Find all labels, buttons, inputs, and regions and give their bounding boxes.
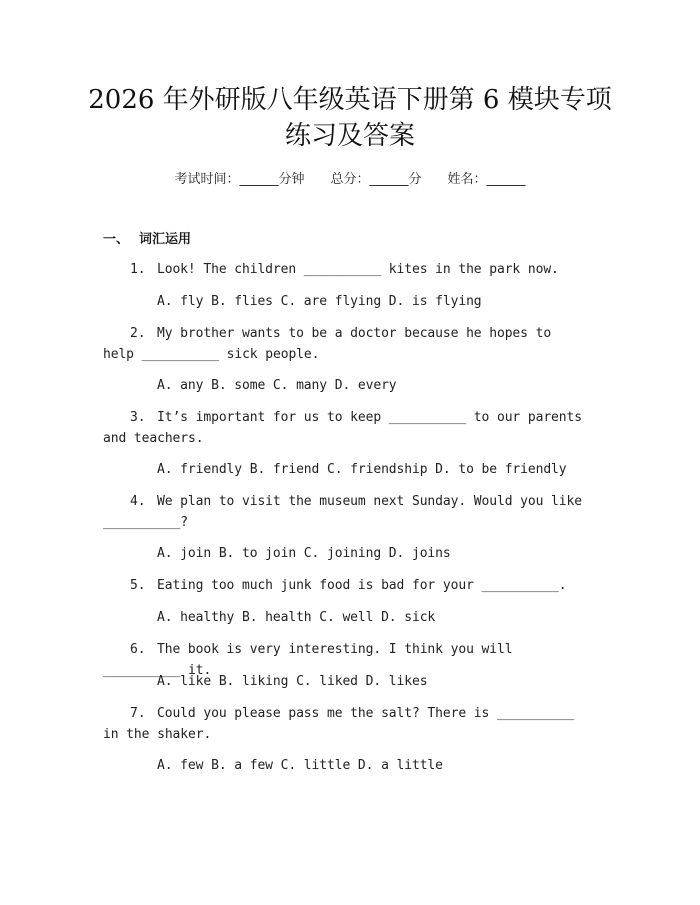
question-1-options: A. fly B. flies C. are flying D. is flying bbox=[157, 294, 482, 309]
question-number: 4. bbox=[130, 494, 146, 509]
exam-meta bbox=[0, 168, 700, 187]
question-text: My brother wants to be a doctor because he hopes to help __________ sick people. bbox=[103, 326, 552, 362]
question-number: 6. bbox=[130, 642, 146, 657]
document-title-line-2: 练习及答案 bbox=[284, 121, 415, 151]
question-5-options: A. healthy B. health C. well D. sick bbox=[157, 610, 436, 625]
question-number: 7. bbox=[130, 706, 146, 721]
question-3-options: A. friendly B. friend C. friendship D. to be friendly bbox=[157, 462, 567, 477]
question-2-options: A. any B. some C. many D. every bbox=[157, 378, 397, 393]
question-5 bbox=[103, 575, 583, 596]
question-text: We plan to visit the museum next Sunday. Would you like __________? bbox=[103, 494, 582, 530]
section-title: 词汇运用 bbox=[139, 232, 192, 247]
question-7-options: A. few B. a few C. little D. a little bbox=[157, 758, 443, 773]
section-number: 一、 bbox=[103, 232, 130, 247]
question-text: The book is very interesting. I think you will __________ it. bbox=[103, 642, 513, 678]
question-6-options: A. like B. liking C. liked D. likes bbox=[157, 674, 428, 689]
question-text: Look! The children __________ kites in the park now. bbox=[157, 262, 559, 277]
exam-name-field: 姓名：______ bbox=[447, 172, 526, 187]
question-number: 5. bbox=[130, 578, 146, 593]
exam-time-field: 考试时间：______分钟 bbox=[174, 172, 305, 187]
question-text: It’s important for us to keep __________ to our parents and teachers. bbox=[103, 410, 582, 446]
question-number: 3. bbox=[130, 410, 146, 425]
document-title-line-1: 2026 年外研版八年级英语下册第 6 模块专项 bbox=[88, 85, 612, 115]
question-3 bbox=[103, 407, 583, 449]
question-number: 2. bbox=[130, 326, 146, 341]
question-1 bbox=[103, 259, 583, 280]
question-7 bbox=[103, 703, 583, 745]
question-text: Could you please pass me the salt? There is __________ in the shaker. bbox=[103, 706, 575, 742]
question-4-options: A. join B. to join C. joining D. joins bbox=[157, 546, 451, 561]
exam-score-field: 总分：______分 bbox=[330, 172, 422, 187]
question-text: Eating too much junk food is bad for your __________. bbox=[157, 578, 567, 593]
question-number: 1. bbox=[130, 262, 146, 277]
section-heading bbox=[103, 228, 191, 247]
question-2 bbox=[103, 323, 583, 365]
question-4 bbox=[103, 491, 583, 533]
